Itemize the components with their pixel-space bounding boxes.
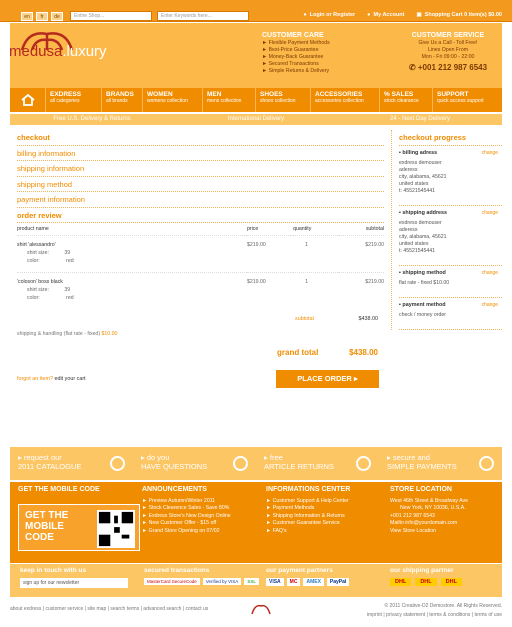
customer-service: CUSTOMER SERVICE Give Us a Call - Toll Free! Lines Open From Mon - Fri 09:00 - 22:00 ✆ +001 212 987 6543 <box>408 32 488 72</box>
qr-code-icon <box>97 510 135 548</box>
table-row: 'coloson' boss black $219.00 1 $219.00 <box>17 273 384 287</box>
main-nav <box>10 88 502 112</box>
questions-feature[interactable]: ▸ do you HAVE QUESTIONS <box>133 447 256 480</box>
phone-icon: ✆ <box>408 63 416 72</box>
order-review-step: order review <box>17 208 384 224</box>
logo[interactable]: medusa.luxury <box>9 43 107 60</box>
home-button[interactable] <box>10 88 46 112</box>
lock-icon <box>479 456 494 471</box>
order-table: product name price quantity subtotal shirt 'alessandro' $219.00 1 $219.00 shirt size: 39 color: red 'coloson' boss black $219.00 1 $219.00 shirt size: 39 color: red <box>17 223 384 309</box>
shipping-step[interactable]: shipping information <box>17 161 384 177</box>
catalogue-icon <box>110 456 125 471</box>
forgot-link[interactable]: forgot an item? <box>17 376 53 382</box>
shop-select[interactable]: Entire Shop... <box>70 11 152 21</box>
nav-sales[interactable]: % SALES stock clearance <box>380 88 433 112</box>
question-icon <box>233 456 248 471</box>
payment-step[interactable]: payment information <box>17 192 384 208</box>
billing-step[interactable]: billing information <box>17 146 384 162</box>
legal-links[interactable]: imprint | privacy statement | terms & conditions | terms of use <box>366 612 502 618</box>
footer: GET THE MOBILE CODE GET THE MOBILE CODE ANNOUNCEMENTS ► Preview Autumn/Winter 2011 ► Stock Clearence Sales - Save 80% ► Exdress Store's New Design Online ► New Customer Offer - $15 off ► Grand Store Opening on 07/02 INFORMATIONS CENTER ► Customer Support & Help Center ► Payment Methods ► Shipping Information & Returns ► Customer Guarantee Service ► FAQ's STORE LOCATION West 46th Street & Broadway Ave New York, NY 10036, U.S.A. +001 212 987 6543 Mailto info@yourdomain.com View Store Location <box>10 482 502 563</box>
nav-exdress[interactable]: EXDRESS all categories <box>46 88 102 112</box>
nav-women[interactable]: WOMEN womens collection <box>143 88 203 112</box>
place-order-button[interactable]: PLACE ORDER ▸ <box>276 370 379 388</box>
cart-icon: ▣ <box>416 12 422 18</box>
lang-de[interactable]: de <box>51 12 63 21</box>
shipping-method-step[interactable]: shipping method <box>17 177 384 193</box>
nav-support[interactable]: SUPPORT quick access support <box>437 91 484 104</box>
lang-fr[interactable]: fr <box>36 12 48 21</box>
catalogue-feature[interactable]: ▸ request our 2011 CATALOGUE <box>10 447 133 480</box>
account-link[interactable]: ● My Account <box>367 12 405 18</box>
cart-link[interactable]: ▣ Shopping Cart 0 item(s) $0.00 <box>416 12 502 18</box>
language-switcher <box>21 12 63 21</box>
partner-strip: keep in touch with us sign up for our newsletter secured transactions MasterCard SecureCode Verified by VISA SSL our payment partners VISA MC AMEX PayPal our shipping partner DHL DHL DHL <box>10 564 502 597</box>
nav-shoes[interactable]: SHOES shoes collection <box>256 88 311 112</box>
newsletter-input[interactable]: sign up for our newsletter <box>20 578 128 588</box>
change-method-link[interactable]: change <box>481 270 498 276</box>
nav-men[interactable]: MEN mens collection <box>203 88 256 112</box>
change-payment-link[interactable]: change <box>481 302 498 308</box>
payments-feature[interactable]: ▸ secure and SIMPLE PAYMENTS <box>379 447 502 480</box>
search-input[interactable]: Enter Keywords here... <box>157 11 249 21</box>
user-icon: ● <box>303 12 307 18</box>
home-icon <box>21 94 35 106</box>
customer-care: CUSTOMER CARE ► Flexible Payment Methods ► Best-Price Guarantee ► Money-Back Guarantee ► Secured Transactions ► Simple Returns & Delivery <box>262 32 330 74</box>
edit-cart-link[interactable]: edit your cart <box>54 376 86 382</box>
account-icon: ● <box>367 12 371 18</box>
checkout-area: checkout billing information shipping information shipping method payment information order review product name price quantity subtotal shirt 'alessandro' $219.00 1 $219.00 shirt size: 39 color: red 'coloson' boss black $219.00 1 $219.00 shirt size: 39 color: red subtotal $438.00 shipping & handling (flat rate - fixed) $10.00 grand total $438.00 forgot an item? edit your cart PLACE ORDER ▸ checkout progress ▪ billing adress change exdress demouser aderess city, alabama, 45621 united states t: 45521545441 ▪ shipping address change exdress demouser aderess city, alabama, 45621 united states t: 45521545441 ▪ shipping method change flat rate - fixed $10.00 ▪ payment method change check / money order <box>10 130 502 440</box>
promo-bar: Free U.S. Delivery & Returns International Delivery 24 - Next Day Delivery <box>10 114 502 125</box>
nav-brands[interactable]: BRANDS all brands <box>102 88 143 112</box>
change-billing-link[interactable]: change <box>481 150 498 156</box>
returns-feature[interactable]: ▸ free ARTICLE RETURNS <box>256 447 379 480</box>
top-bar <box>0 0 512 22</box>
table-row: shirt 'alessandro' $219.00 1 $219.00 <box>17 242 384 248</box>
nav-accessories[interactable]: ACCESSORIES accessories collection <box>311 88 380 112</box>
footer-logo-icon <box>250 603 272 615</box>
checkout-progress: checkout progress ▪ billing adress change exdress demouser aderess city, alabama, 45621 united states t: 45521545441 ▪ shipping address change exdress demouser aderess city, alabama, 45621 united states t: 45521545441 ▪ shipping method change flat rate - fixed $10.00 ▪ payment method change check / money order <box>391 130 502 330</box>
returns-icon <box>356 456 371 471</box>
mobile-code[interactable]: GET THE MOBILE CODE <box>18 504 140 551</box>
bottom-links[interactable]: about exdress | customer service | site map | search terms | advanced search | contact us <box>10 606 209 612</box>
change-shipping-link[interactable]: change <box>481 210 498 216</box>
login-link[interactable]: ● Login or Register <box>303 12 356 18</box>
lang-en[interactable]: en <box>21 12 33 21</box>
feature-bar <box>10 447 502 480</box>
checkout-title: checkout <box>17 130 384 146</box>
